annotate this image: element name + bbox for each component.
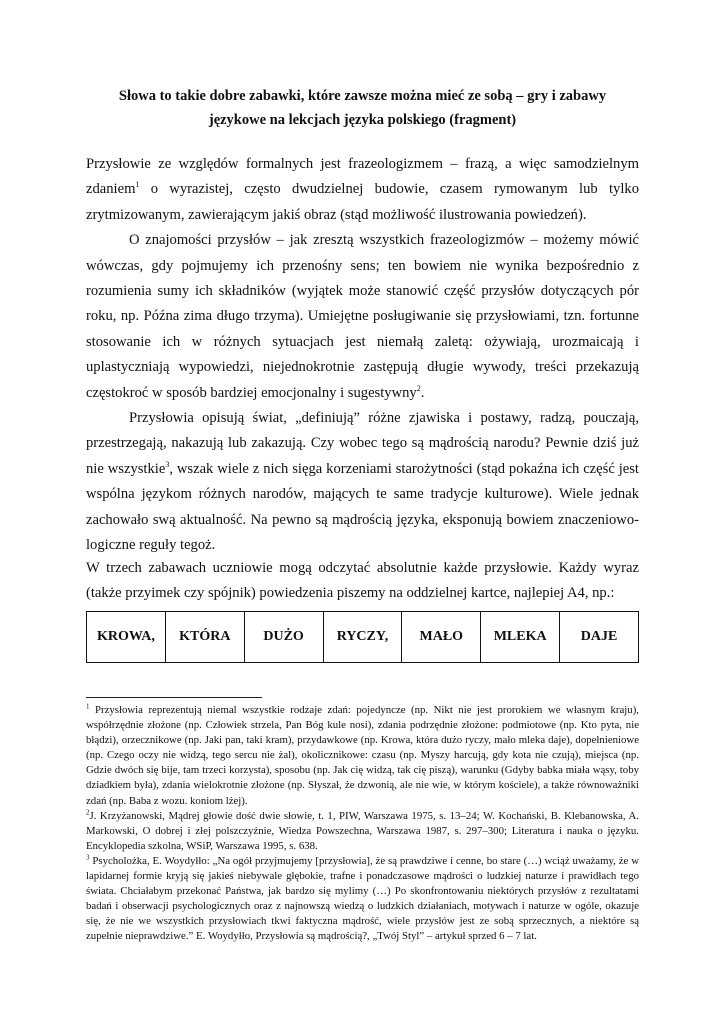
word-card: DAJE bbox=[560, 612, 639, 663]
word-card: KROWA, bbox=[87, 612, 166, 663]
footnote-3: $^3$ Psycholożka, E. Woydyłło: „Na ogół przyjmujemy [przysłowia], że są prawdziwe i cenne, bo stare (…) wciąż uważamy, że w lapidarnej formie kryją się jakieś niebywale głębokie, trafne i ponadczasowe mądrości o ludzkiej naturze i prawidłach tego świata. Chciałabym przekonać Państwa, jak bardzo się mylimy (…) Po skonfrontowaniu niektórych przysłów z rezultatami badań i obserwacji psychologicznych oraz z najnowszą wiedzą o ludzkich działaniach, motywach i naturze w ogóle, okazuje się, że nie we wszystkich przysłowiach tkwi faktyczna mądrość, wiele przysłów jest ze sobą sprzecznych, a niektóre są zupełnie nieprawdziwe.” E. Woydyłło, Przysłowia są mądrością?, „Twój Styl” – artykuł sprzed 6 – 7 lat. bbox=[86, 853, 639, 943]
paragraph-3: Przysłowia opisują świat, „definiują” różne zjawiska i postawy, radzą, pouczają, przestrzegają, nakazują lub zakazują. Czy wobec tego są mądrością narodu? Pewnie dziś już nie wszystkie$^3$, wszak wiele z nich sięga korzeniami starożytności (stąd pokaźna ich część jest wspólna językom różnych narodów, mających te same tradycje kulturowe). Wiele jednak zachowało swą aktualność. Na pewno są mądrością języka, eksponują bowiem znaczeniowo-logiczne reguły tegoż. bbox=[86, 410, 639, 554]
title-line-1: Słowa to takie dobre zabawki, które zawsze można mieć ze sobą – gry i zabawy bbox=[118, 88, 607, 104]
paragraph-4: W trzech zabawach uczniowie mogą odczytać absolutnie każde przysłowie. Każdy wyraz (także przyimek czy spójnik) powiedzenia piszemy na oddzielnej kartce, najlepiej A4, np.: bbox=[86, 560, 639, 602]
main-text bbox=[86, 152, 639, 559]
footnote-separator bbox=[86, 697, 262, 698]
footnote-2: $^2$J. Krzyżanowski, Mądrej głowie dość dwie słowie, t. 1, PIW, Warszawa 1975, s. 13–24; W. Kochański, B. Klebanowska, A. Markowski, O dobrej i złej polszczyźnie, Wiedza Powszechna, Warszawa 1987, s. 297–300; Literatura i nauka o języku. Encyklopedia szkolna, WSiP, Warszawa 1995, s. 638. bbox=[86, 808, 639, 852]
word-cards-row bbox=[87, 612, 639, 663]
footnote-ref-3: 3 bbox=[165, 460, 170, 470]
games-intro bbox=[86, 556, 639, 607]
word-card: RYCZY, bbox=[323, 612, 402, 663]
word-card: MAŁO bbox=[402, 612, 481, 663]
word-card: KTÓRA bbox=[165, 612, 244, 663]
paragraph-2: O znajomości przysłów – jak zresztą wszystkich frazeologizmów – możemy mówić wówczas, gdy pojmujemy ich przenośny sens; ten bowiem nie wynika bezpośrednio z rozumienia sumy ich składników (wyjątek może stanowić część przysłów dotyczących pór roku, np. Późna zima długo trzyma). Umiejętne posługiwanie się przysłowiami, tzn. fortunne stosowanie ich w różnych sytuacjach jest niemałą zaletą: ożywiają, urozmaicają i uplastyczniają wypowiedzi, niejednokrotnie zastępują długie wywody, treści przekazują częstokroć w sposób bardziej emocjonalny i sugestywny$^2$. bbox=[86, 232, 639, 401]
title-line-2: językowe na lekcjach języka polskiego (fragment) bbox=[208, 112, 517, 128]
word-card: MLEKA bbox=[481, 612, 560, 663]
word-card: DUŻO bbox=[244, 612, 323, 663]
footnote-ref-1: 1 bbox=[135, 180, 140, 190]
word-cards-table bbox=[86, 611, 639, 663]
footnote-1: $^1$ Przysłowia reprezentują niemal wszystkie rodzaje zdań: pojedyncze (np. Nikt nie jest prorokiem we własnym kraju), współrzędnie złożone (np. Człowiek strzela, Pan Bóg kule nosi), zdania podrzędnie złożone: podmiotowe (np. Kto pyta, nie błądzi), orzecznikowe (np. Jaki pan, taki kram), przydawkowe (np. Krowa, która dużo ryczy, mało mleka daje), dopełnieniowe (np. Czego oczy nie widzą, tego sercu nie żal), okolicznikowe: czasu (np. Myszy harcują, gdy kota nie czują), miejsca (np. Gdzie dwóch się bije, tam trzeci korzysta), sposobu (np. Jak cię widzą, tak cię piszą), warunku (Gdyby babka miała wąsy, toby dziadkiem była), zdania wielokrotnie złożone (np. Słyszał, że dzwonią, ale nie wie, w którym kościele), a także równoważniki zdań (np. Baba z wozu. koniom lżej). bbox=[86, 702, 639, 807]
paragraph-1: Przysłowie ze względów formalnych jest frazeologizmem – frazą, a więc samodzielnym zdaniem$^1$ o wyrazistej, często dwudzielnej budowie, czasem rymowanym lub tylko zrytmizowanym, zawierającym jakiś obraz (stąd możliwość ilustrowania powiedzeń). bbox=[86, 156, 639, 223]
footnote-ref-2: 2 bbox=[416, 383, 421, 393]
document-title bbox=[86, 84, 639, 132]
footnotes bbox=[86, 703, 639, 945]
